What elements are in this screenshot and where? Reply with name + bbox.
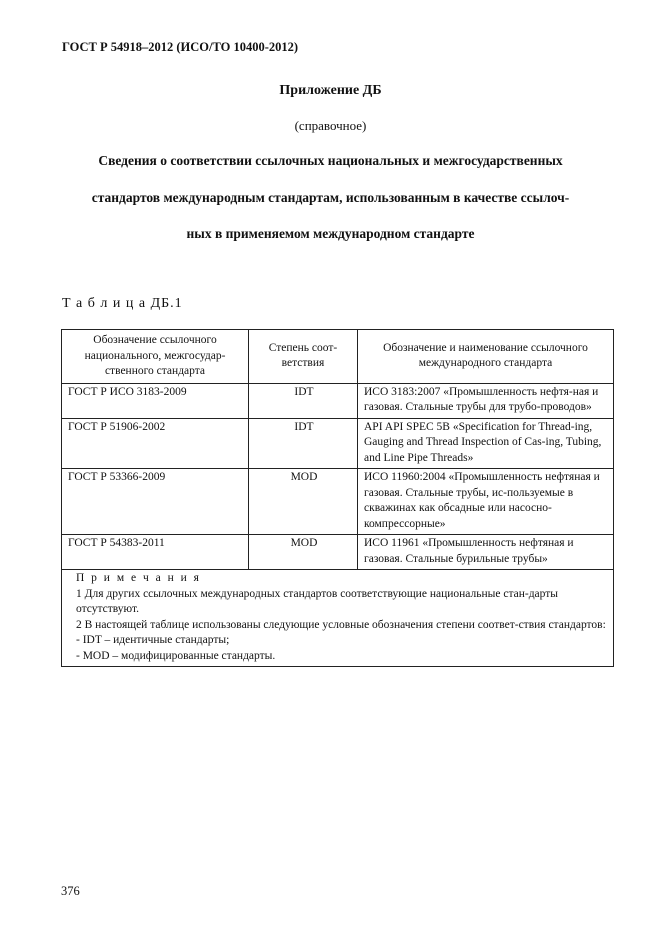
standard-header: ГОСТ Р 54918–2012 (ИСО/ТО 10400-2012) (62, 40, 299, 54)
table-row (62, 418, 614, 469)
table-row (62, 535, 614, 570)
cell-international-standard: ИСО 11960:2004 «Промышленность нефтяная и газовая. Стальные трубы, ис-пользуемые в скважинах как обсадные или насосно-компрессорные» (358, 469, 614, 535)
notes-title: П р и м е ч а н и я (76, 572, 201, 584)
cell-national-standard: ГОСТ Р 53366-2009 (62, 469, 249, 535)
table-row (62, 383, 614, 418)
cell-degree: MOD (249, 535, 358, 570)
column-header-national: Обозначение ссылочного национального, межгосудар-ственного стандарта (62, 330, 249, 384)
cell-national-standard: ГОСТ Р 54383-2011 (62, 535, 249, 570)
section-heading-line-3: ных в применяемом международном стандарте (186, 226, 475, 241)
note-line: - IDT – идентичные стандарты; (76, 634, 230, 646)
table-row (62, 469, 614, 535)
note-line: 1 Для других ссылочных международных стандартов соответствующие национальные стан-дарты отсутствуют. (76, 587, 559, 615)
reference-standards-table (61, 329, 614, 667)
cell-national-standard: ГОСТ Р ИСО 3183-2009 (62, 383, 249, 418)
page-number: 376 (61, 884, 80, 898)
cell-degree: IDT (249, 383, 358, 418)
table-notes-row (62, 570, 614, 667)
column-header-international: Обозначение и наименование ссылочного международного стандарта (358, 330, 614, 384)
cell-international-standard: ИСО 11961 «Промышленность нефтяная и газовая. Стальные бурильные трубы» (358, 535, 614, 570)
cell-international-standard: API API SPEC 5B «Specification for Thread-ing, Gauging and Thread Inspection of Cas-ing, Tubing, and Line Pipe Threads» (358, 418, 614, 469)
cell-international-standard: ИСО 3183:2007 «Промышленность нефтя-ная и газовая. Стальные трубы для трубо-проводов» (358, 383, 614, 418)
section-heading-line-1: Сведения о соответствии ссылочных национальных и межгосударственных (98, 153, 563, 168)
cell-national-standard: ГОСТ Р 51906-2002 (62, 418, 249, 469)
cell-degree: MOD (249, 469, 358, 535)
table-caption: Т а б л и ц а ДБ.1 (62, 296, 183, 311)
section-heading-line-2: стандартов международным стандартам, использованным в качестве ссылоч- (91, 190, 570, 205)
note-line: - MOD – модифицированные стандарты. (76, 649, 276, 662)
cell-degree: IDT (249, 418, 358, 469)
note-line: 2 В настоящей таблице использованы следующие условные обозначения степени соответ-ствия стандартов: (76, 618, 606, 631)
appendix-type: (справочное) (294, 118, 367, 133)
table-header-row (62, 330, 614, 384)
table-notes (62, 570, 614, 667)
appendix-title: Приложение ДБ (279, 83, 382, 98)
column-header-degree: Степень соот-ветствия (249, 330, 358, 384)
